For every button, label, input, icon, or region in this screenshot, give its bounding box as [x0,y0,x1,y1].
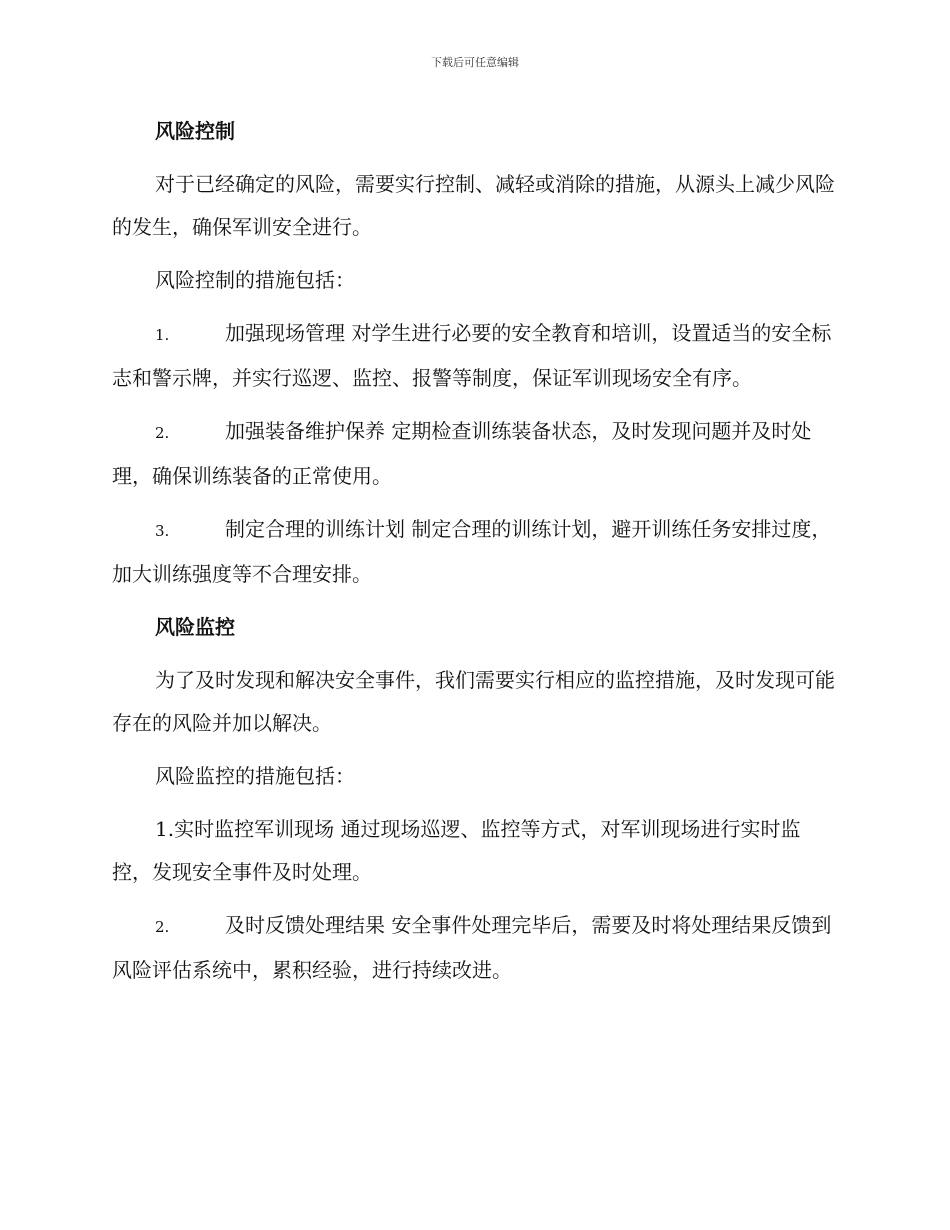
list-item-text: 加强现场管理 对学生进行必要的安全教育和培训，设置适当的安全标志和警示牌，并实行巡逻、监控、报警等制度，保证军训现场安全有序。 [112,321,832,390]
list-item-number: 2. [155,918,170,936]
page-header: 下载后可任意编辑 [431,56,519,69]
list-item-number: 1. [155,326,170,344]
list-item-text: 加强装备维护保养 定期检查训练装备状态，及时发现问题并及时处理，确保训练装备的正常使用。 [112,419,812,488]
list-item [112,808,840,894]
paragraph-lead: 风险监控的措施包括： [155,764,355,788]
paragraph-intro: 为了及时发现和解决安全事件，我们需要实行相应的监控措施，及时发现可能存在的风险并加以解决。 [112,668,835,735]
section-heading-risk-monitoring: 风险监控 [155,615,235,639]
list-item-text: 1.实时监控军训现场 通过现场巡逻、监控等方式，对军训现场进行实时监控，发现安全事件及时处理。 [112,817,801,884]
document-body [112,110,840,1002]
list-item [112,410,840,498]
list-item-text: 制定合理的训练计划 制定合理的训练计划，避开训练任务安排过度，加大训练强度等不合理安排。 [112,517,832,586]
section-heading-risk-control: 风险控制 [155,119,235,143]
list-item [112,312,840,400]
list-item [112,508,840,596]
paragraph-lead: 风险控制的措施包括： [155,268,355,292]
list-item-number: 2. [155,424,170,442]
list-item-number: 3. [155,522,170,540]
paragraph-intro: 对于已经确定的风险，需要实行控制、减轻或消除的措施，从源头上减少风险的发生，确保军训安全进行。 [112,172,835,239]
list-item [112,904,840,992]
list-item-text: 及时反馈处理结果 安全事件处理完毕后，需要及时将处理结果反馈到风险评估系统中，累积经验，进行持续改进。 [112,913,832,982]
